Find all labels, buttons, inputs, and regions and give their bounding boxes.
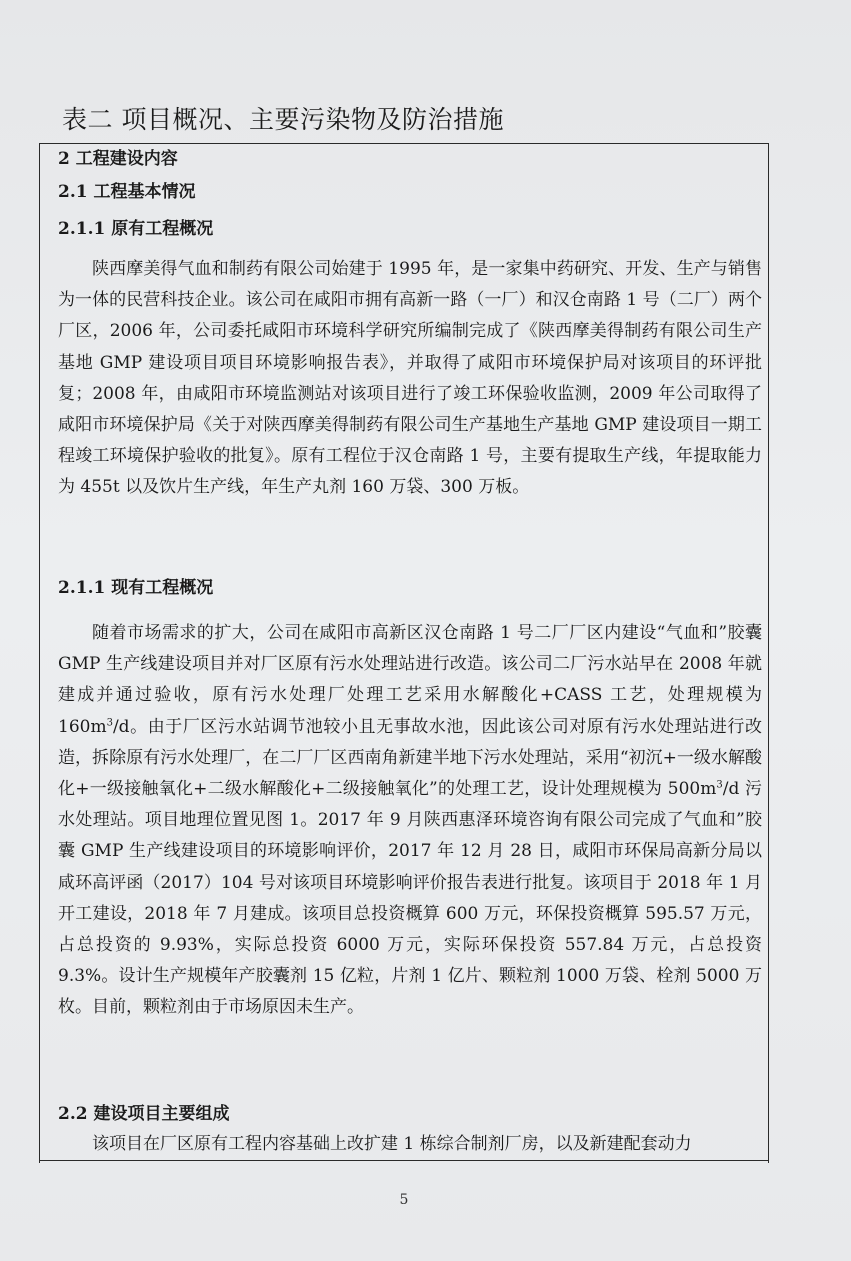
paragraph-part: /d 污水处理站。项目地理位置见图 1。2017 年 9 月陕西惠泽环境咨询有限公司完成了气血和”胶囊 GMP 生产线建设项目的环境影响评价，2017 年 12 月 28 日，咸阳市环保局高新分局以咸环高评函（2017）104 号对该项目环境影响评价报告表进行批复。该项目于 2018 年 1 月开工建设，2018 年 7 月建成。该项目总投资概算 600 万元，环保投资概算 595.57 万元，占总投资的 9.93%，实际总投资 6000 万元，实际环保投资 557.84 万元，占总投资 9.3%。设计生产规模年产胶囊剂 15 亿粒，片剂 1 亿片、颗粒剂 1000 万袋、栓剂 5000 万枚。目前，颗粒剂由于市场原因未生产。	[58, 779, 762, 1018]
frame-bottom-border	[39, 1160, 769, 1161]
section-heading-2-1-1-original: 2.1.1 原有工程概况	[58, 219, 214, 239]
paragraph-original-project: 陕西摩美得气血和制药有限公司始建于 1995 年，是一家集中药研究、开发、生产与销售为一体的民营科技企业。该公司在咸阳市拥有高新一路（一厂）和汉仓南路 1 号（二厂）两个厂区，2006 年，公司委托咸阳市环境科学研究所编制完成了《陕西摩美得制药有限公司生产基地 GMP 建设项目项目环境影响报告表》，并取得了咸阳市环境保护局对该项目的环评批复；2008 年，由咸阳市环境监测站对该项目进行了竣工环保验收监测，2009 年公司取得了咸阳市环境保护局《关于对陕西摩美得制药有限公司生产基地生产基地 GMP 建设项目一期工程竣工环境保护验收的批复》。原有工程位于汉仓南路 1 号，主要有提取生产线，年提取能力为 455t 以及饮片生产线，年生产丸剂 160 万袋、300 万板。	[58, 259, 762, 498]
paragraph-composition: 该项目在厂区原有工程内容基础上改扩建 1 栋综合制剂厂房，以及新建配套动力	[92, 1134, 692, 1154]
content-frame	[39, 143, 769, 1163]
paragraph-existing-project	[58, 618, 762, 1024]
page-number: 5	[399, 1192, 409, 1208]
page-title: 表二 项目概况、主要污染物及防治措施	[62, 105, 504, 134]
section-heading-2-1-1-existing: 2.1.1 现有工程概况	[58, 578, 214, 598]
paragraph-part: 随着市场需求的扩大，公司在咸阳市高新区汉仓南路 1 号二厂厂区内建设“气血和”胶囊 GMP 生产线建设项目并对厂区原有污水处理站进行改造。该公司二厂污水站早在 2008 年就建成并通过验收，原有污水处理厂处理工艺采用水解酸化+CASS 工艺，处理规模为 160m	[58, 623, 762, 737]
section-heading-2-2: 2.2 建设项目主要组成	[58, 1104, 230, 1124]
superscript: 3	[716, 779, 723, 791]
section-heading-2: 2 工程建设内容	[58, 149, 178, 169]
paragraph-part: /d。由于厂区污水站调节池较小且无事故水池，因此该公司对原有污水处理站进行改造，拆除原有污水处理厂，在二厂厂区西南角新建半地下污水处理站，采用“初沉+一级水解酸化+一级接触氧化+二级水解酸化+二级接触氧化”的处理工艺，设计处理规模为 500m	[58, 716, 762, 800]
superscript: 3	[106, 716, 113, 728]
section-heading-2-1: 2.1 工程基本情况	[58, 182, 196, 202]
